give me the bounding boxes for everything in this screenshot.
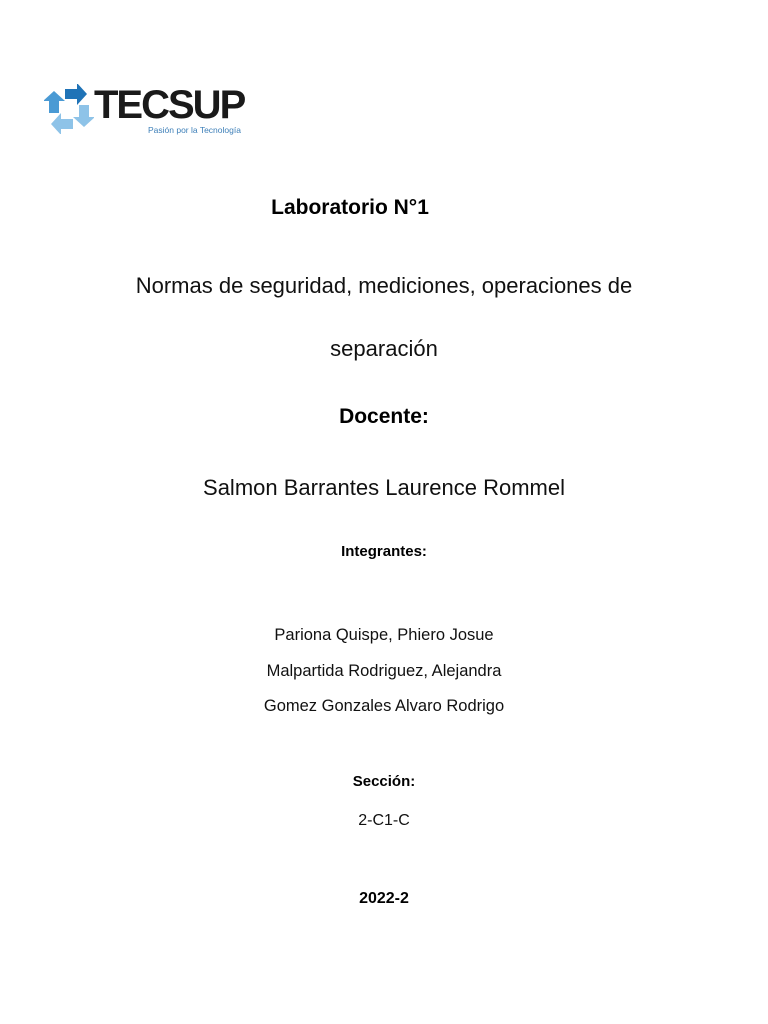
integrante-name: Malpartida Rodriguez, Alejandra (266, 662, 502, 680)
docente-name: Salmon Barrantes Laurence Rommel (203, 475, 565, 500)
docente-label: Docente: (339, 405, 429, 428)
subtitle-line-2: separación (330, 336, 438, 361)
integrantes-label: Integrantes: (341, 543, 427, 560)
seccion-value: 2-C1-C (358, 812, 410, 829)
academic-period: 2022-2 (359, 890, 409, 907)
logo-wordmark: TECSUP (94, 83, 245, 127)
tecsup-emblem-icon (44, 84, 94, 134)
logo-tagline: Pasión por la Tecnología (148, 125, 241, 135)
integrante-name: Pariona Quispe, Phiero Josue (274, 626, 494, 644)
tecsup-logo (44, 82, 244, 140)
integrante-name: Gomez Gonzales Alvaro Rodrigo (263, 697, 505, 715)
subtitle-line-1: Normas de seguridad, mediciones, operaciones de (135, 273, 633, 298)
seccion-label: Sección: (352, 773, 416, 790)
lab-title: Laboratorio N°1 (271, 196, 429, 219)
